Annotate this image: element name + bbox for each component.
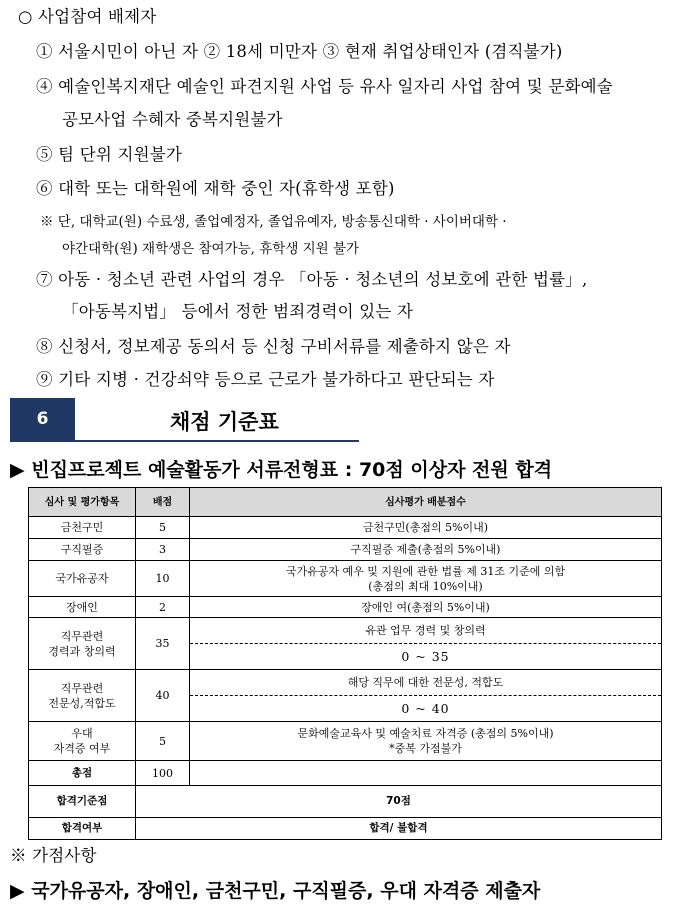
exclusion-item: ⑨ 기타 지병 · 건강쇠약 등으로 근로가 불가하다고 판단되는 자: [36, 370, 495, 389]
row-range: 0 ~ 35: [190, 644, 662, 670]
row-score: 35: [136, 618, 190, 670]
row-item-line: 직무관련: [60, 629, 104, 643]
row-item: 국가유공자: [29, 561, 136, 597]
pass-result-value: 합격/ 불합격: [136, 818, 662, 840]
pass-standard-label: 합격기준점: [29, 786, 136, 818]
exclusion-item: ⑥ 대학 또는 대학원에 재학 중인 자(휴학생 포함): [36, 179, 395, 198]
table-row: [29, 561, 662, 597]
row-item: [29, 618, 136, 670]
total-detail: [190, 761, 662, 786]
section-number: 6: [36, 409, 49, 429]
exclusion-note-continued: 야간대학(원) 재학생은 참여가능, 휴학생 지원 불가: [62, 241, 360, 257]
row-detail-line: (총점의 최대 10%이내): [368, 579, 483, 593]
row-detail: [190, 561, 662, 597]
row-detail: 유관 업무 경력 및 창의력: [190, 618, 662, 644]
exclusion-item: ④ 예술인복지재단 예술인 파견지원 사업 등 유사 일자리 사업 참여 및 문화예술: [36, 77, 613, 96]
row-item-line: 우대: [71, 727, 93, 740]
row-detail: 금천구민(총점의 5%이내): [190, 517, 662, 539]
bonus-note: ※ 가점사항: [10, 846, 97, 865]
exclusion-heading: ○ 사업참여 배제자: [18, 7, 157, 26]
row-score: 5: [136, 517, 190, 539]
section-underline: [10, 440, 359, 442]
row-detail: 구직필증 제출(총점의 5%이내): [190, 539, 662, 561]
row-range: 0 ~ 40: [190, 696, 662, 722]
row-item: [29, 722, 136, 761]
pass-result-label: 합격여부: [29, 818, 136, 840]
exclusion-note: ※ 단, 대학교(원) 수료생, 졸업예정자, 졸업유예자, 방송통신대학 · 사이버대학 ·: [40, 214, 507, 230]
header-score: 배점: [136, 488, 190, 517]
section-title: 채점 기준표: [170, 410, 279, 434]
row-detail: 장애인 여(총점의 5%이내): [190, 597, 662, 618]
bonus-heading: ▶ 국가유공자, 장애인, 금천구민, 구직필증, 우대 자격증 제출자: [10, 880, 541, 902]
exclusion-item: ⑦ 아동 · 청소년 관련 사업의 경우 「아동 · 청소년의 성보호에 관한 법률」,: [36, 270, 588, 289]
table-row: [29, 618, 662, 644]
exclusion-item: ⑤ 팀 단위 지원불가: [36, 145, 183, 164]
row-score: 2: [136, 597, 190, 618]
row-detail: [190, 722, 662, 761]
table-row: [29, 597, 662, 618]
row-detail-line: *중복 가점불가: [389, 742, 462, 755]
table-row: [29, 517, 662, 539]
row-score: 5: [136, 722, 190, 761]
row-score: 3: [136, 539, 190, 561]
exclusion-item-continued: 「아동복지법」 등에서 정한 범죄경력이 있는 자: [62, 302, 414, 321]
row-item: [29, 670, 136, 722]
exclusion-item: ① 서울시민이 아닌 자 ② 18세 미만자 ③ 현재 취업상태인자 (겸직불가): [36, 42, 563, 61]
header-detail: 심사평가 배분점수: [190, 488, 662, 517]
section-number-box: [10, 398, 75, 442]
row-item: 금천구민: [29, 517, 136, 539]
table-total-row: [29, 761, 662, 786]
header-item: 심사 및 평가항목: [29, 488, 136, 517]
table-header-row: [29, 488, 662, 517]
total-score: 100: [136, 761, 190, 786]
pass-result-row: [29, 818, 662, 840]
table-row: [29, 670, 662, 696]
row-item-line: 직무관련: [60, 681, 104, 695]
scoring-table: [28, 487, 662, 840]
row-score: 40: [136, 670, 190, 722]
row-item-line: 자격증 여부: [53, 742, 111, 755]
total-label: 총점: [29, 761, 136, 786]
row-detail-line: 문화예술교육사 및 예술치료 자격증 (총점의 5%이내): [297, 727, 554, 740]
row-item-line: 경력과 창의력: [48, 644, 116, 658]
table-row: [29, 722, 662, 761]
pass-standard-value: 70점: [136, 786, 662, 818]
row-item: 장애인: [29, 597, 136, 618]
exclusion-item-continued: 공모사업 수혜자 중복지원불가: [62, 110, 283, 129]
row-detail-line: 국가유공자 예우 및 지원에 관한 법률 제 31조 기준에 의함: [285, 564, 566, 578]
row-score: 10: [136, 561, 190, 597]
exclusion-item: ⑧ 신청서, 정보제공 동의서 등 신청 구비서류를 제출하지 않은 자: [36, 337, 511, 356]
row-item: 구직필증: [29, 539, 136, 561]
pass-standard-row: [29, 786, 662, 818]
table-heading: ▶ 빈집프로젝트 예술활동가 서류전형표 : 70점 이상자 전원 합격: [10, 459, 553, 481]
row-detail: 해당 직무에 대한 전문성, 적합도: [190, 670, 662, 696]
row-item-line: 전문성,적합도: [48, 696, 116, 710]
table-row: [29, 539, 662, 561]
